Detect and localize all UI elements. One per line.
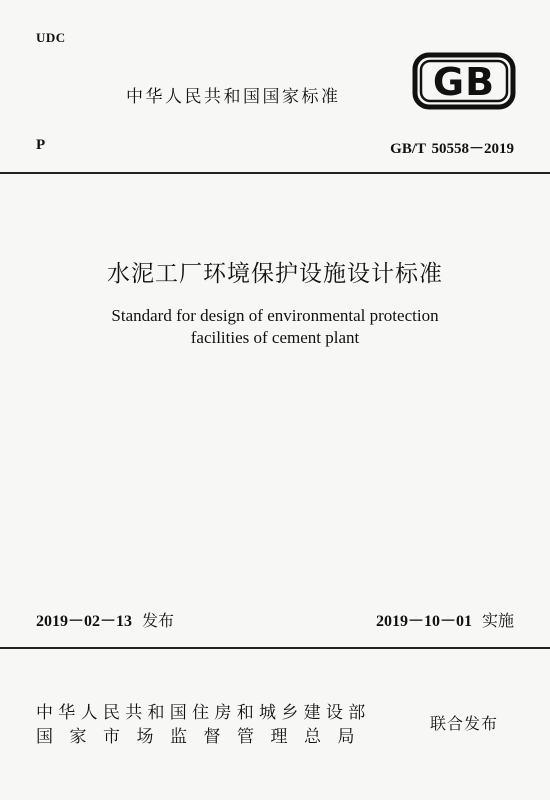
udc-label: UDC — [36, 30, 66, 45]
standard-number: GB/T 50558－2019 — [390, 141, 514, 157]
publisher-line1: 中华人民共和国住房和城乡建设部 — [36, 703, 371, 723]
classification-code: P — [36, 137, 46, 153]
implement-date-block — [376, 608, 514, 631]
issue-date: 2019－02－13 — [36, 613, 133, 630]
top-divider — [0, 172, 550, 174]
gb-logo-text: GB — [432, 60, 496, 104]
joint-publish-label: 联合发布 — [430, 714, 499, 733]
implement-date: 2019－10－01 — [375, 613, 472, 630]
implement-label: 实施 — [481, 611, 514, 630]
title-english — [0, 305, 550, 349]
title-english-line1: Standard for design of environmental protection — [111, 306, 439, 325]
bottom-divider — [0, 647, 550, 649]
title-chinese: 水泥工厂环境保护设施设计标准 — [107, 261, 443, 287]
gb-logo — [412, 52, 516, 110]
issue-label: 发布 — [142, 611, 175, 630]
title-english-line2: facilities of cement plant — [190, 328, 360, 347]
publisher-line2: 国家市场监督管理总局 — [36, 727, 371, 747]
issue-date-block — [36, 608, 174, 631]
national-standard-label: 中华人民共和国国家标准 — [126, 87, 341, 107]
